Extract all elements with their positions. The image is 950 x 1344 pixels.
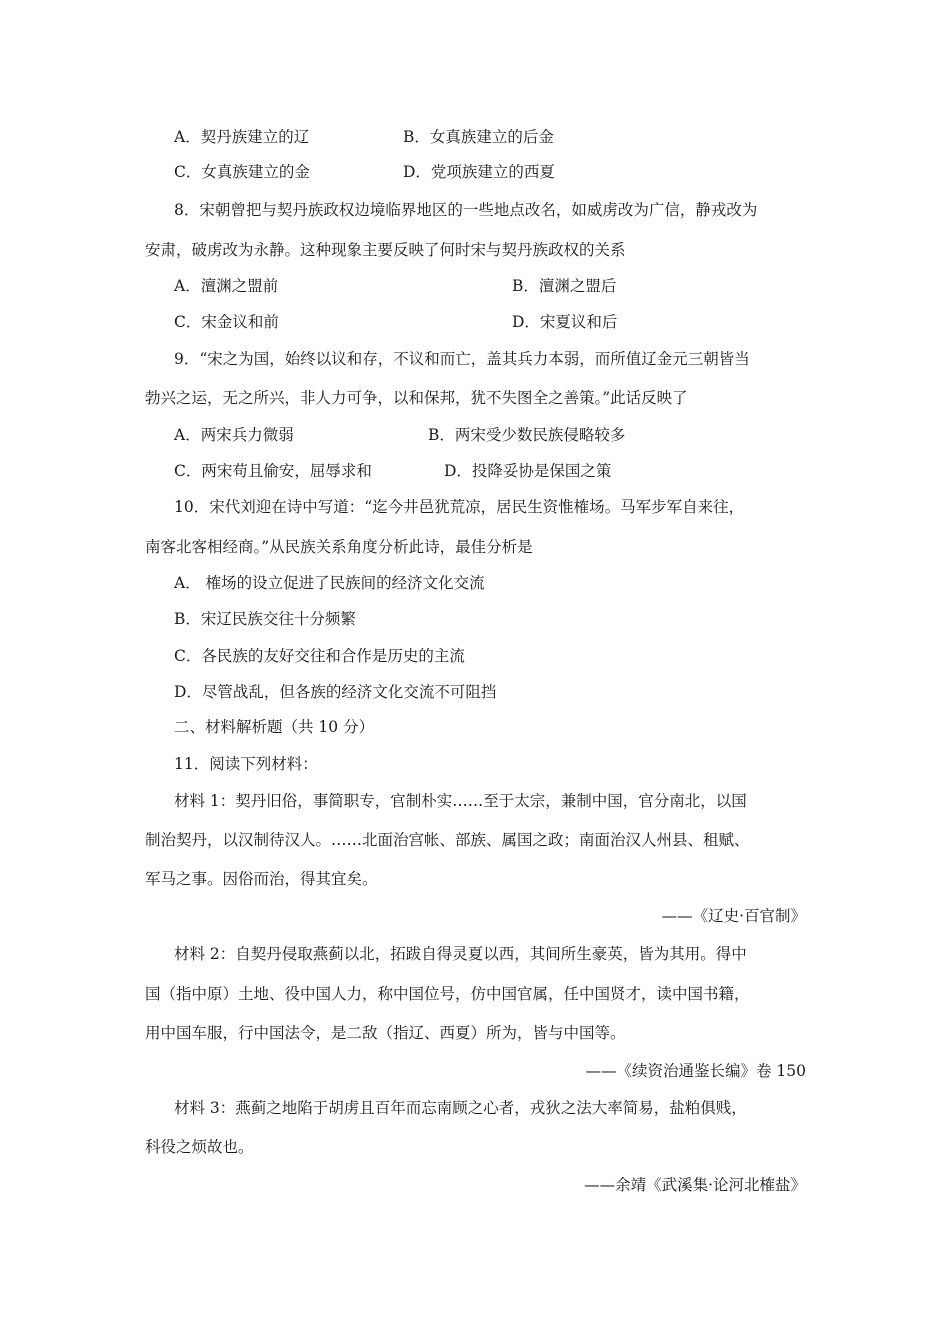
material-3-source: ——余靖《武溪集·论河北榷盐》 (584, 1176, 806, 1194)
q7-option-c: C．女真族建立的金 (174, 163, 310, 181)
material-1-line-3: 军马之事。因俗而治，得其宜矣。 (145, 870, 378, 888)
q10-stem-line-1: 10．宋代刘迎在诗中写道：“迄今井邑犹荒凉，居民生资惟榷场。马军步军自来往， (174, 498, 745, 516)
q8-option-c: C．宋金议和前 (174, 313, 279, 331)
section-heading: 二、材料解析题（共 10 分） (174, 718, 375, 736)
material-2-line-2: 国（指中原）土地、役中国人力，称中国位号，仿中国官属，任中国贤才，读中国书籍， (145, 985, 750, 1003)
material-3-line-2: 科役之烦故也。 (145, 1138, 254, 1156)
q8-option-a: A．澶渊之盟前 (174, 277, 279, 295)
q10-stem-line-2: 南客北客相经商。”从民族关系角度分析此诗，最佳分析是 (145, 538, 533, 556)
q9-stem-line-1: 9．“宋之为国，始终以议和存，不议和而亡，盖其兵力本弱，而所值辽金元三朝皆当 (174, 350, 750, 368)
q8-option-b: B．澶渊之盟后 (512, 277, 617, 295)
q9-stem-line-2: 勃兴之运，无之所兴，非人力可争，以和保邦，犹不失图全之善策。”此话反映了 (145, 389, 688, 407)
q9-option-b: B．两宋受少数民族侵略较多 (428, 426, 626, 444)
q7-option-b: B．女真族建立的后金 (403, 128, 554, 146)
material-2-source: ——《续资治通鉴长编》卷 150 (585, 1062, 806, 1080)
q10-option-d: D．尽管战乱，但各族的经济文化交流不可阻挡 (174, 683, 497, 701)
q7-option-a: A．契丹族建立的辽 (174, 128, 310, 146)
q8-option-d: D．宋夏议和后 (512, 313, 618, 331)
q9-option-d: D．投降妥协是保国之策 (444, 462, 612, 480)
q9-option-c: C．两宋苟且偷安，屈辱求和 (174, 462, 372, 480)
q10-option-c: C．各民族的友好交往和合作是历史的主流 (174, 647, 465, 665)
material-2-line-1: 材料 2：自契丹侵取燕蓟以北，拓跋自得灵夏以西，其间所生豪英，皆为其用。得中 (174, 945, 747, 963)
material-3-line-1: 材料 3：燕蓟之地陷于胡虏且百年而忘南顾之心者，戎狄之法大率简易，盐粕俱贱， (174, 1099, 747, 1117)
material-1-source: ——《辽史·百官制》 (661, 907, 806, 925)
q10-option-a: A． 榷场的设立促进了民族间的经济文化交流 (174, 574, 485, 592)
q10-option-b: B．宋辽民族交往十分频繁 (174, 610, 356, 628)
q8-stem-line-2: 安肃，破虏改为永静。这种现象主要反映了何时宋与契丹族政权的关系 (145, 241, 626, 259)
material-1-line-2: 制治契丹，以汉制待汉人。……北面治宫帐、部族、属国之政；南面治汉人州县、租赋、 (145, 831, 750, 849)
material-2-line-3: 用中国车服，行中国法令，是二敌（指辽、西夏）所为，皆与中国等。 (145, 1024, 626, 1042)
q8-stem-line-1: 8．宋朝曾把与契丹族政权边境临界地区的一些地点改名，如威虏改为广信，静戎改为 (174, 201, 758, 219)
q11-intro: 11．阅读下列材料： (174, 755, 318, 773)
material-1-line-1: 材料 1：契丹旧俗，事简职专，官制朴实……至于太宗，兼制中国，官分南北，以国 (174, 792, 747, 810)
q9-option-a: A．两宋兵力微弱 (174, 426, 294, 444)
q7-option-d: D．党项族建立的西夏 (403, 163, 555, 181)
